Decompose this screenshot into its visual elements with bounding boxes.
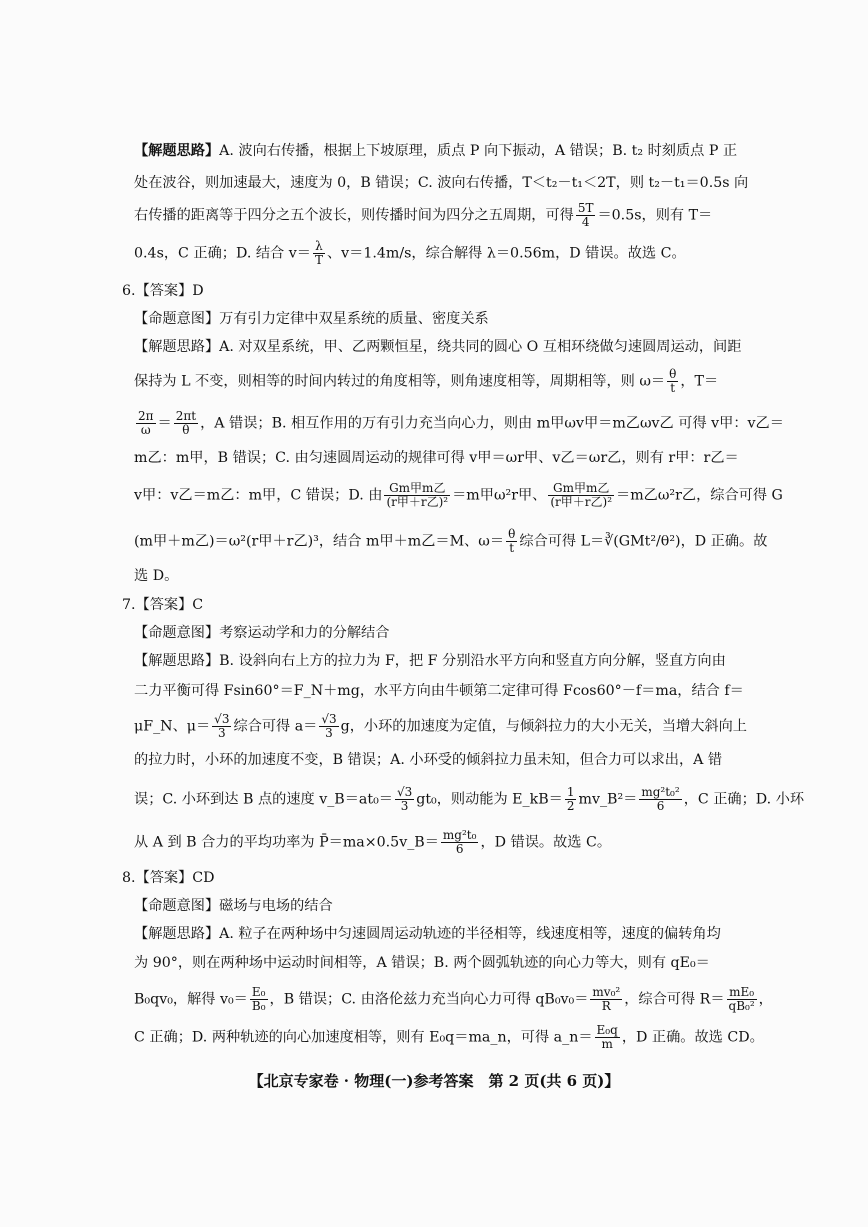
fraction: $\frac{\theta}{t}$: [669, 367, 677, 395]
fraction: $\frac{√3}{3}$: [396, 785, 413, 813]
q6-line-2: 保持为 L 不变，则相等的时间内转过的角度相等，则角速度相等，周期相等，则 ω＝ $\frac{\theta}{t}$ ，T＝: [134, 367, 719, 395]
q7-line-6: 从 A 到 B 合力的平均功率为 P̄＝ma×0.5v_B＝ $\frac{\text{mg²t₀}}{6}$ ，D 错误。故选 C。: [134, 828, 612, 856]
q7-line-3: μF_N、μ＝ $\frac{√3}{3}$ 综合可得 a＝ $\frac{√3}{3}$ g，小环的加速度为定值，与倾斜拉力的大小无关，当增大斜向上: [134, 712, 747, 740]
fraction: $\frac{\text{mg²t₀²}}{6}$: [641, 785, 680, 813]
fraction: $\frac{5T}{4}$: [577, 201, 594, 229]
fraction: $\frac{√3}{3}$: [214, 712, 230, 740]
fraction: $\frac{\text{mg²t₀}}{6}$: [442, 828, 477, 856]
fraction: $\frac{\text{E₀}}{\text{B₀}}$: [251, 985, 266, 1013]
fraction: $\frac{\lambda}{T}$: [314, 239, 323, 267]
q5-line-4: 0.4s，C 正确；D. 结合 v＝ $\frac{\lambda}{T}$ 、v＝1.4m/s，综合解得 λ＝0.56m，D 错误。故选 C。: [134, 239, 686, 267]
q6-intent: 【命题意图】万有引力定律中双星系统的质量、密度关系: [134, 311, 489, 327]
q8-line-2: 为 90°，则在两种场中运动时间相等，A 错误；B. 两个圆弧轨迹的向心力等大，则有 qE₀＝: [134, 955, 710, 971]
fraction: $\frac{\theta}{t}$: [508, 527, 516, 555]
cube-root: ∛(GMt²/θ²): [604, 533, 681, 550]
fraction: $\frac{√3}{3}$: [321, 712, 337, 740]
fraction: $\frac{\text{mE₀}}{\text{qB₀²}}$: [728, 985, 755, 1013]
q7-line-5: 误；C. 小环到达 B 点的速度 v_B＝at₀＝ $\frac{√3}{3}$ gt₀，则动能为 E_kB＝ $\frac{1}{2}$ mv_B²＝ $\frac{\text{mg²t₀²}}{6}$ ，C 正确；D. 小环: [134, 785, 805, 813]
q8-line-1: 【解题思路】A. 粒子在两种场中匀速圆周运动轨迹的半径相等，线速度相等，速度的偏转角均: [134, 926, 721, 942]
q6-line-7: 选 D。: [134, 568, 179, 584]
q8-line-3: B₀qv₀，解得 v₀＝ $\frac{\text{E₀}}{\text{B₀}}$ ，B 错误；C. 由洛伦兹力充当向心力可得 qB₀v₀＝ $\frac{\text{mv₀²}}{R}$ ，综合可得 R＝ $\frac{\text{mE₀}}{\text{qB₀²}}$ ，: [134, 985, 773, 1013]
q6-line-6: (m甲＋m乙)＝ω²(r甲＋r乙)³，结合 m甲＋m乙＝M、ω＝ $\frac{\theta}{t}$ 综合可得 L＝∛(GMt²/θ²)，D 正确。故: [134, 527, 768, 555]
q6-answer: 6.【答案】D: [122, 283, 204, 299]
q7-intent: 【命题意图】考察运动学和力的分解结合: [134, 625, 390, 641]
fraction: $\frac{\text{E₀q}}{m}$: [596, 1023, 618, 1051]
q5-line-2: 处在波谷，则加速最大，速度为 0，B 错误；C. 波向右传播，T＜t₂－t₁＜2T，则 t₂－t₁＝0.5s 向: [134, 175, 749, 191]
fraction: $\frac{2\pi t}{\theta}$: [175, 409, 197, 437]
q7-answer: 7.【答案】C: [122, 597, 204, 613]
q7-line-4: 的拉力时，小环的加速度不变，B 错误；A. 小环受的倾斜拉力虽未知，但合力可以求出，A 错: [134, 752, 723, 768]
q6-line-3: $\frac{2\pi}{\omega}$ ＝ $\frac{2\pi t}{\theta}$ ，A 错误；B. 相互作用的万有引力充当向心力，则由 m甲ωv甲＝m乙ωv乙 可得 v甲：v乙＝: [138, 409, 784, 437]
q5-section-label: 【解题思路】: [134, 143, 220, 159]
q5-line-3: 右传播的距离等于四分之五个波长，则传播时间为四分之五周期，可得 $\frac{5T}{4}$ ＝0.5s，则有 T＝: [134, 201, 713, 229]
q8-line-4: C 正确；D. 两种轨迹的向心加速度相等，则有 E₀q＝ma_n，可得 a_n＝ $\frac{\text{E₀q}}{m}$ ，D 正确。故选 CD。: [134, 1023, 764, 1051]
q6-line-1: 【解题思路】A. 对双星系统，甲、乙两颗恒星，绕共同的圆心 O 互相环绕做匀速圆周运动，间距: [134, 339, 742, 355]
page-footer: 【北京专家卷 · 物理(一)参考答案 第 2 页(共 6 页)】: [248, 1072, 620, 1090]
fraction: $\frac{1}{2}$: [566, 785, 575, 813]
q8-answer: 8.【答案】CD: [122, 870, 215, 886]
q8-intent: 【命题意图】磁场与电场的结合: [134, 898, 333, 914]
q5-line-1: 【解题思路】A. 波向右传播，根据上下坡原理，质点 P 向下振动，A 错误；B. t₂ 时刻质点 P 正: [134, 143, 738, 159]
q6-line-5: v甲：v乙＝m乙：m甲，C 错误；D. 由 Gm甲m乙 (r甲＋r乙)² ＝m甲ω²r甲、 Gm甲m乙 (r甲＋r乙)² ＝m乙ω²r乙，综合可得 G: [134, 481, 783, 509]
fraction: $\frac{\text{mv₀²}}{R}$: [592, 985, 621, 1013]
q6-line-4: m乙：m甲，B 错误；C. 由匀速圆周运动的规律可得 v甲＝ωr甲、v乙＝ωr乙，则有 r甲：r乙＝: [134, 450, 739, 466]
fraction: Gm甲m乙 (r甲＋r乙)²: [386, 481, 449, 509]
q7-line-1: 【解题思路】B. 设斜向右上方的拉力为 F，把 F 分别沿水平方向和竖直方向分解，竖直方向由: [134, 653, 726, 669]
q7-line-2: 二力平衡可得 Fsin60°＝F_N＋mg，水平方向由牛顿第二定律可得 Fcos60°－f＝ma，结合 f＝: [134, 683, 744, 699]
fraction: Gm甲m乙 (r甲＋r乙)²: [550, 481, 613, 509]
fraction: $\frac{2\pi}{\omega}$: [138, 409, 154, 437]
